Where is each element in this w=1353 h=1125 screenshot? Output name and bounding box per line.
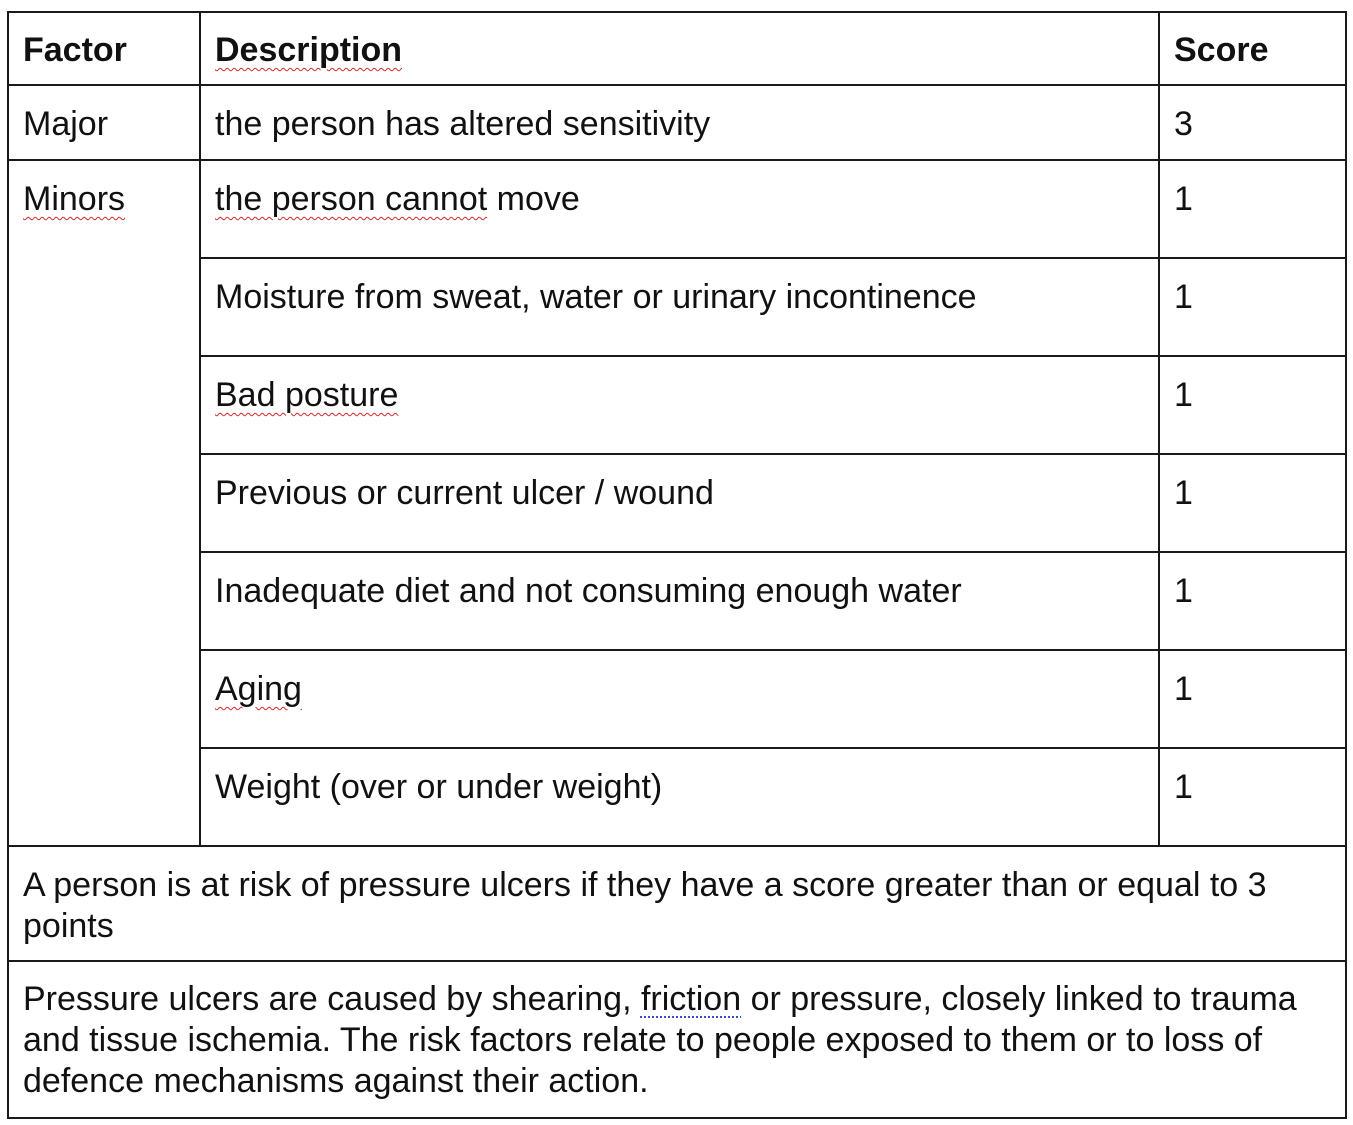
pressure-ulcer-risk-table	[7, 11, 1347, 1119]
header-score: Score	[1159, 12, 1346, 85]
explanation-part1: Pressure ulcers are caused by shearing,	[23, 980, 641, 1018]
minor-description-rest: move	[487, 180, 580, 218]
major-factor: Major	[8, 85, 200, 160]
explanation-text	[8, 961, 1346, 1118]
header-description-label: Description	[215, 31, 403, 69]
header-description	[200, 12, 1159, 85]
minor-description: Weight (over or under weight)	[200, 748, 1159, 846]
minors-factor-label: Minors	[23, 180, 126, 218]
minor-description	[200, 650, 1159, 748]
minor-description-misspelled: Bad posture	[215, 376, 399, 414]
minor-row	[8, 258, 1346, 356]
minor-score: 1	[1159, 160, 1346, 258]
minor-description-misspelled: Aging	[215, 670, 302, 708]
minor-score: 1	[1159, 356, 1346, 454]
risk-threshold-note-row	[8, 846, 1346, 961]
major-description: the person has altered sensitivity	[200, 85, 1159, 160]
minor-description	[200, 160, 1159, 258]
minor-description	[200, 356, 1159, 454]
minor-score: 1	[1159, 748, 1346, 846]
minor-score: 1	[1159, 552, 1346, 650]
minor-description: Moisture from sweat, water or urinary incontinence	[200, 258, 1159, 356]
minor-description: Previous or current ulcer / wound	[200, 454, 1159, 552]
minor-description-misspelled: the person cannot	[215, 180, 488, 218]
minor-score: 1	[1159, 650, 1346, 748]
explanation-row	[8, 961, 1346, 1118]
minor-row	[8, 356, 1346, 454]
minor-score: 1	[1159, 454, 1346, 552]
explanation-part3: or pressure, closely linked to trauma and tissue ischemia. The risk factors relate to people exposed to them or to loss of defence mechanisms against their action.	[23, 980, 1297, 1100]
major-score: 3	[1159, 85, 1346, 160]
header-row	[8, 12, 1346, 85]
minor-row	[8, 552, 1346, 650]
explanation-grammar-flagged-word: friction	[640, 980, 742, 1018]
minor-row	[8, 454, 1346, 552]
header-factor: Factor	[8, 12, 200, 85]
major-row	[8, 85, 1346, 160]
minors-factor	[8, 160, 200, 846]
minor-score: 1	[1159, 258, 1346, 356]
risk-threshold-note: A person is at risk of pressure ulcers if they have a score greater than or equal to 3 points	[8, 846, 1346, 961]
minor-row	[8, 160, 1346, 258]
minor-row	[8, 650, 1346, 748]
minor-description: Inadequate diet and not consuming enough water	[200, 552, 1159, 650]
minor-row	[8, 748, 1346, 846]
